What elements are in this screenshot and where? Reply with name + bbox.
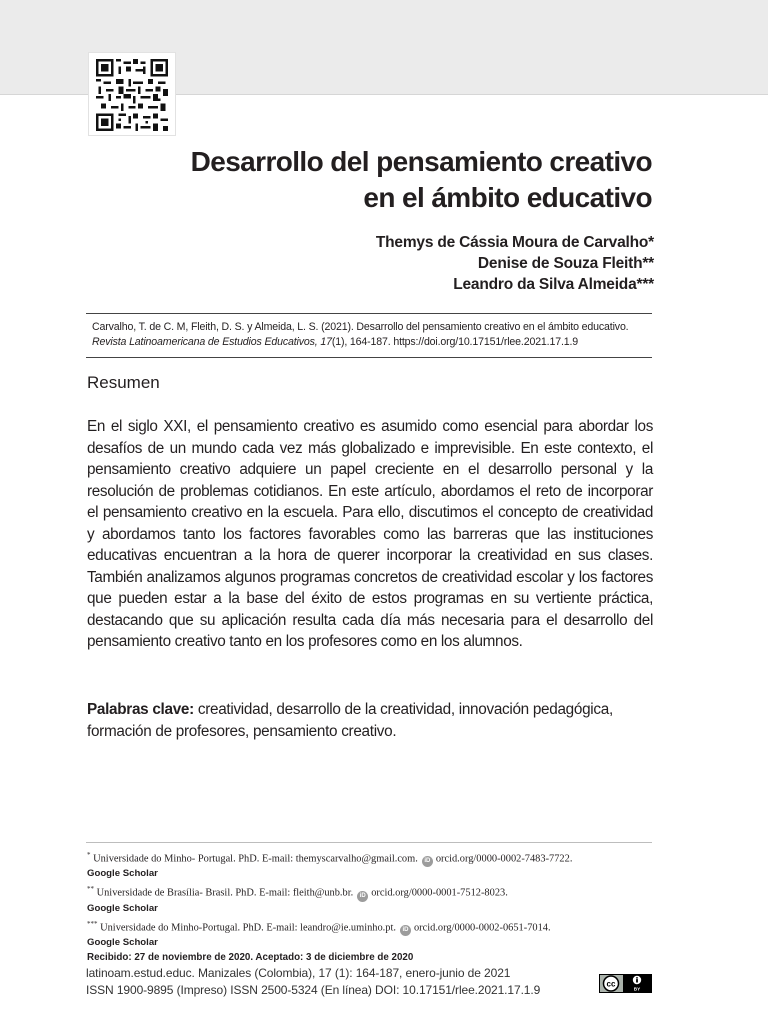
author-name: Leandro da Silva Almeida*** (453, 276, 654, 293)
author-name: Themys de Cássia Moura de Carvalho* (375, 234, 654, 251)
footnote-mark: *** (87, 919, 98, 928)
footnote-mark: * (87, 851, 91, 859)
journal-footer-line-1: latinoam.estud.educ. Manizales (Colombia), 17 (1): 164-187, enero-junio de 2021 (86, 966, 511, 980)
footnote-text: Universidade do Minho- Portugal. PhD. E-mail: themyscarvalho@gmail.com. (93, 853, 418, 865)
keywords-label: Palabras clave: (87, 701, 194, 718)
orcid-icon: iD (400, 925, 411, 936)
citation-issue-doi[interactable]: (1), 164-187. https://doi.org/10.17151/rlee.2021.17.1.9 (331, 336, 579, 348)
author-name: Denise de Souza Fleith** (477, 255, 654, 272)
by-logo-text: BY (633, 986, 641, 992)
qr-code-icon (88, 52, 176, 136)
footnote-affiliation (87, 882, 657, 901)
citation-line-2 (92, 335, 648, 350)
citation-journal: Revista Latinoamericana de Estudios Educativos, 17 (92, 336, 332, 348)
cc-logo-text: cc (606, 979, 616, 989)
cc-by-license-icon[interactable] (599, 974, 652, 993)
google-scholar-link[interactable]: Google Scholar (87, 868, 158, 880)
footnote-affiliation (87, 848, 657, 867)
abstract-text: En el siglo XXI, el pensamiento creativo es asumido como esencial para abordar los desafíos de un mundo cada vez más globalizado e imprevisible. En este contexto, el pensamiento creativo adquiere un papel creciente en el desarrollo personal y la resolución de problemas cotidianos. En este artículo, abordamos el reto de incorporar el pensamiento creativo en la escuela. Para ello, discutimos el concepto de creatividad y abordamos tanto los factores favorables como las barreras que las instituciones educativas encuentran a la hora de querer incorporar la creatividad en sus clases. También analizamos algunos programas concretos de creatividad escolar y los factores que pueden estar a la base del éxito de estos programas en su vertiente práctica, destacando que su aplicación resulta cada día más necesaria para el desarrollo del pensamiento creativo tanto en los profesores como en los alumnos. (87, 418, 653, 650)
footnotes (87, 848, 657, 966)
orcid-link[interactable]: orcid.org/0000-0002-7483-7722. (435, 853, 573, 865)
received-accepted-dates: Recibido: 27 de noviembre de 2020. Aceptado: 3 de diciembre de 2020 (87, 951, 414, 963)
orcid-link[interactable]: orcid.org/0000-0002-0651-7014. (413, 922, 551, 933)
author-list (376, 232, 654, 295)
keywords-text: creatividad, desarrollo de la creatividad, innovación pedagógica, formación de profesores, pensamiento creativo. (87, 701, 613, 740)
keywords-paragraph (87, 699, 655, 742)
google-scholar-link[interactable]: Google Scholar (87, 902, 158, 914)
orcid-icon: iD (357, 891, 368, 902)
orcid-icon: iD (422, 856, 433, 867)
footnote-mark: ** (87, 885, 94, 894)
abstract-heading: Resumen (87, 373, 160, 392)
title-line-2: en el ámbito educativo (363, 182, 652, 213)
citation-box (86, 313, 652, 358)
journal-footer (86, 965, 540, 999)
footnote-divider (86, 842, 652, 843)
footnote-text: Universidade do Minho-Portugal. PhD. E-mail: leandro@ie.uminho.pt. (100, 922, 396, 933)
citation-line-1: Carvalho, T. de C. M, Fleith, D. S. y Almeida, L. S. (2021). Desarrollo del pensamiento creativo en el ámbito educativo. (92, 321, 629, 333)
orcid-link[interactable]: orcid.org/0000-0001-7512-8023. (371, 887, 508, 899)
journal-footer-line-2: ISSN 1900-9895 (Impreso) ISSN 2500-5324 (En línea) DOI: 10.17151/rlee.2021.17.1.9 (86, 983, 541, 997)
footnote-affiliation (87, 917, 657, 936)
footnote-text: Universidade de Brasília- Brasil. PhD. E-mail: fleith@unb.br. (96, 887, 354, 899)
google-scholar-link[interactable]: Google Scholar (87, 937, 158, 948)
article-title (132, 144, 652, 216)
title-line-1: Desarrollo del pensamiento creativo (190, 146, 652, 177)
